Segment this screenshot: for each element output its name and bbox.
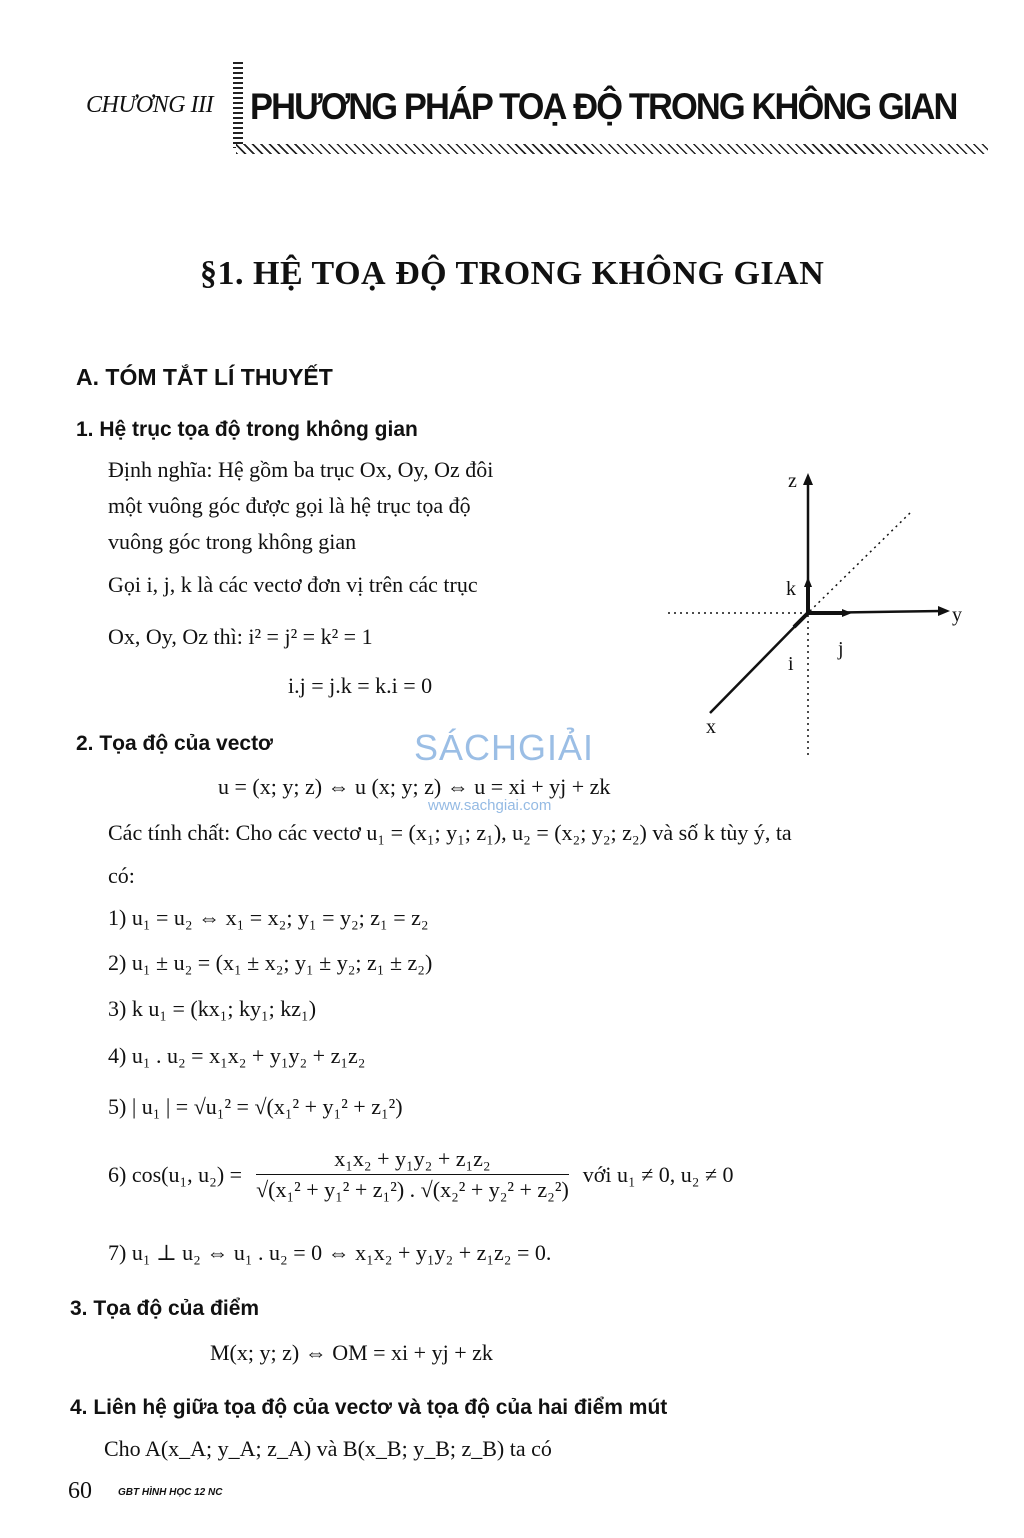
arrow-y-icon xyxy=(938,606,950,616)
chapter-label: CHƯƠNG III xyxy=(86,92,214,118)
property-5: 5) | u₁ | = √u₁² = √(x₁² + y₁² + z₁²) xyxy=(108,1094,403,1119)
s3-heading: 3. Tọa độ của điểm xyxy=(70,1297,260,1320)
axis-label-y: y xyxy=(952,604,962,626)
s1-line-2: một vuông góc được gọi là hệ trục tọa độ xyxy=(108,493,471,518)
chapter-divider-horizontal xyxy=(236,144,988,154)
coordinate-axes-figure xyxy=(660,465,980,765)
s4-heading: 4. Liên hệ giữa tọa độ của vectơ và tọa độ của hai điểm mút xyxy=(70,1396,668,1419)
chapter-title: PHƯƠNG PHÁP TOẠ ĐỘ TRONG KHÔNG GIAN xyxy=(250,86,957,127)
s2-properties-line-2: có: xyxy=(108,863,135,888)
s2-definition: u = (x; y; z) ⇔ u (x; y; z) ⇔ u = xi + yj + zk xyxy=(218,774,611,799)
label-vector-k: k xyxy=(786,578,796,600)
watermark-url: www.sachgiai.com xyxy=(428,797,552,814)
s1-line-5: Ox, Oy, Oz thì: i² = j² = k² = 1 xyxy=(108,624,373,649)
watermark-logo: SÁCHGIẢI xyxy=(414,727,595,768)
section-title: §1. HỆ TOẠ ĐỘ TRONG KHÔNG GIAN xyxy=(200,255,825,292)
arrow-j-icon xyxy=(842,609,852,617)
s4-line: Cho A(x_A; y_A; z_A) và B(x_B; y_B; z_B) ta có xyxy=(104,1436,552,1461)
s1-line-3: vuông góc trong không gian xyxy=(108,529,357,554)
s2-heading: 2. Tọa độ của vectơ xyxy=(76,732,273,755)
property-6-fraction xyxy=(256,1146,569,1203)
s3-definition: M(x; y; z) ⇔ OM = xi + yj + zk xyxy=(210,1340,493,1365)
property-2: 2) u₁ ± u₂ = (x₁ ± x₂; y₁ ± y₂; z₁ ± z₂) xyxy=(108,950,433,975)
arrow-z-icon xyxy=(803,473,813,485)
property-6-numerator: x₁x₂ + y₁y₂ + z₁z₂ xyxy=(256,1146,569,1175)
property-6-denominator: √(x₁² + y₁² + z₁²) . √(x₂² + y₂² + z₂²) xyxy=(256,1177,569,1202)
property-6-condition: với u₁ ≠ 0, u₂ ≠ 0 xyxy=(582,1161,734,1187)
s2-properties-line-1: Các tính chất: Cho các vectơ u₁ = (x₁; y₁; z₁), u₂ = (x₂; y₂; z₂) và số k tùy ý, ta xyxy=(108,820,792,845)
property-4: 4) u₁ . u₂ = x₁x₂ + y₁y₂ + z₁z₂ xyxy=(108,1043,366,1068)
label-vector-i: i xyxy=(788,653,794,675)
s1-line-4: Gọi i, j, k là các vectơ đơn vị trên các trục xyxy=(108,572,478,597)
book-title: GBT HÌNH HỌC 12 NC xyxy=(118,1487,223,1498)
axis-x-negative xyxy=(810,513,910,611)
property-1: 1) u₁ = u₂ ⇔ x₁ = x₂; y₁ = y₂; z₁ = z₂ xyxy=(108,905,429,930)
part-a-heading: A. TÓM TẮT LÍ THUYẾT xyxy=(76,364,333,390)
property-6-left: 6) cos(u₁, u₂) = xyxy=(108,1161,243,1187)
arrow-k-icon xyxy=(804,577,812,587)
property-6 xyxy=(108,1146,734,1203)
property-7: 7) u₁ ⊥ u₂ ⇔ u₁ . u₂ = 0 ⇔ x₁x₂ + y₁y₂ + z₁z₂ = 0. xyxy=(108,1240,552,1265)
s1-line-6: i.j = j.k = k.i = 0 xyxy=(288,673,433,698)
s1-line-1: Định nghĩa: Hệ gồm ba trục Ox, Oy, Oz đôi xyxy=(108,457,494,482)
property-3: 3) k u₁ = (kx₁; ky₁; kz₁) xyxy=(108,996,317,1021)
axis-label-x: x xyxy=(706,716,716,738)
chapter-divider-vertical xyxy=(233,62,243,148)
label-vector-j: j xyxy=(838,638,844,660)
unit-vector-i xyxy=(794,613,808,627)
s1-heading: 1. Hệ trục tọa độ trong không gian xyxy=(76,418,418,441)
axis-label-z: z xyxy=(788,470,797,492)
page-number: 60 xyxy=(68,1478,92,1504)
